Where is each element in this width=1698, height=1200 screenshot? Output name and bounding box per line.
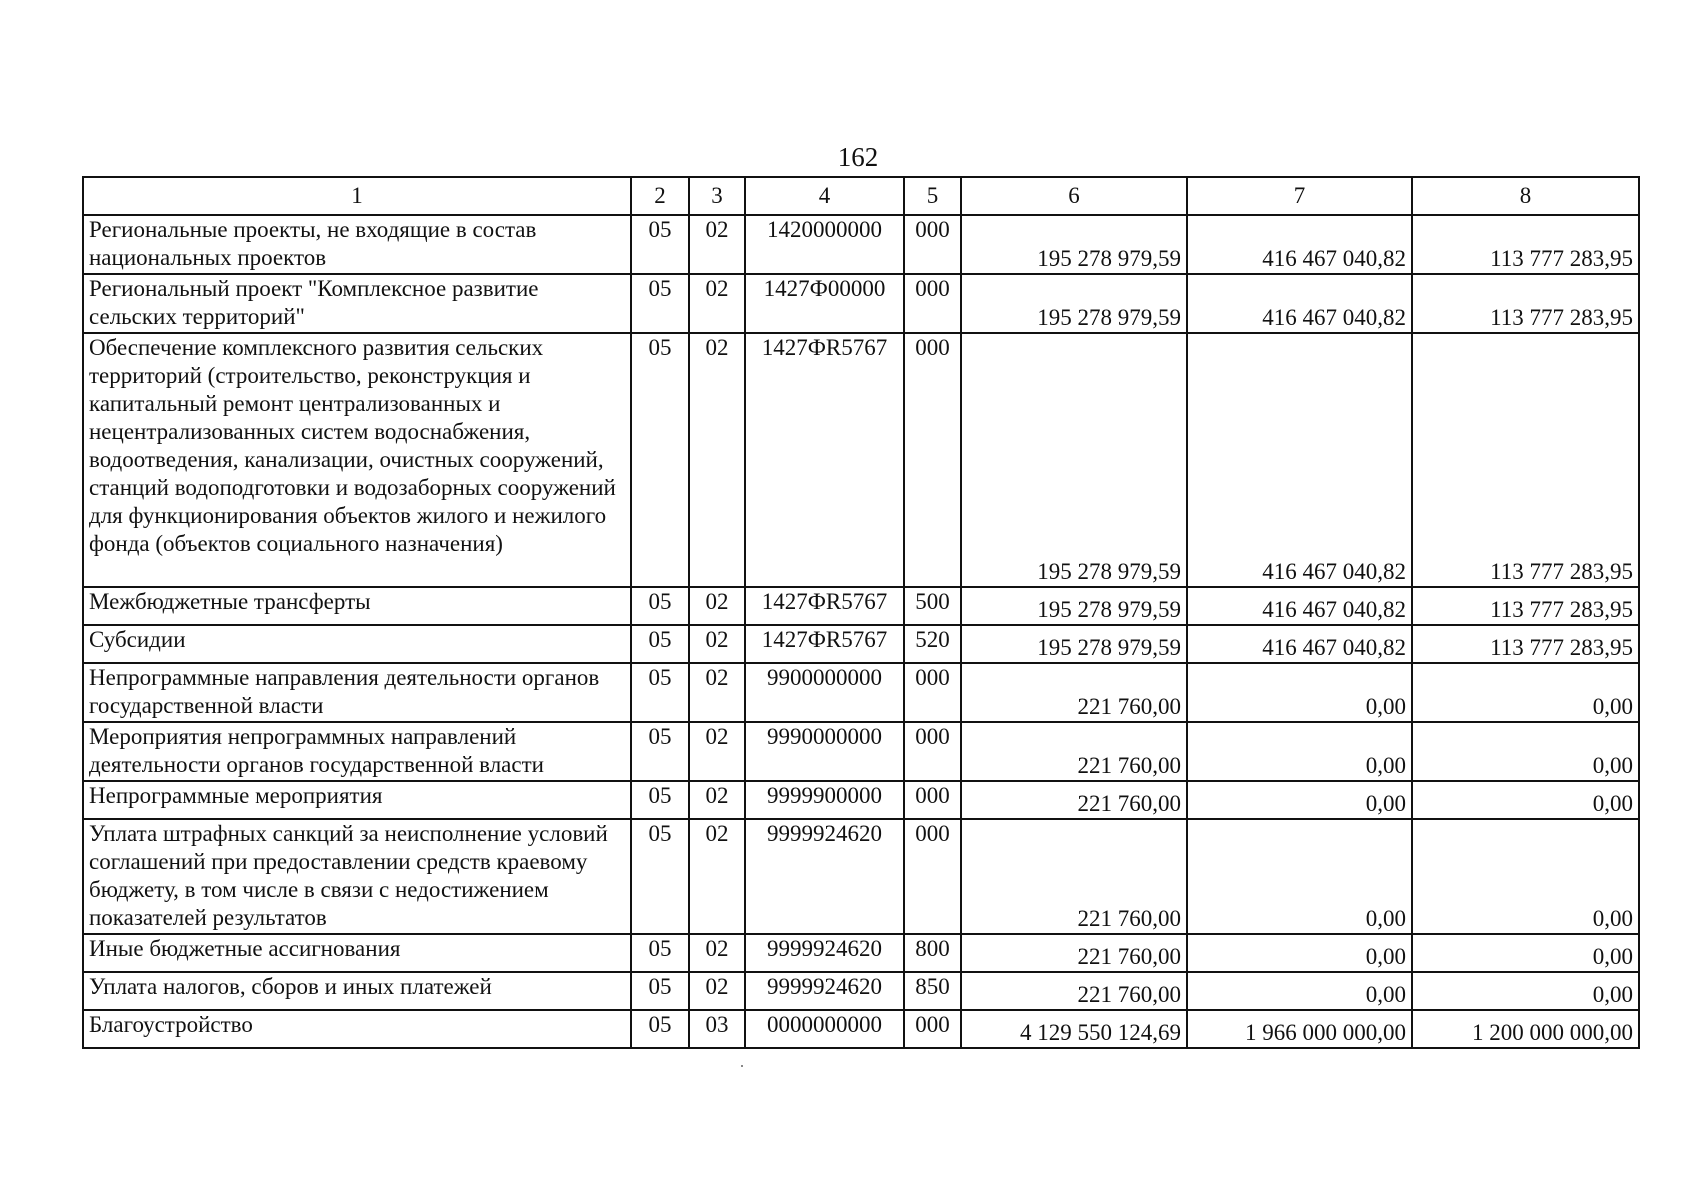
table-row: [83, 333, 1639, 587]
row-amount-6: 221 760,00: [961, 972, 1187, 1010]
table-row: [83, 972, 1639, 1010]
row-amount-6: 195 278 979,59: [961, 587, 1187, 625]
row-target-code: 9999924620: [745, 934, 904, 972]
header-col-4: 4: [745, 177, 904, 215]
budget-table: [82, 176, 1640, 1049]
row-expense-type: 000: [904, 333, 961, 587]
row-amount-8: 0,00: [1412, 972, 1639, 1010]
row-name: Иные бюджетные ассигнования: [83, 934, 631, 972]
row-subsection: 02: [689, 333, 745, 587]
row-amount-6: 4 129 550 124,69: [961, 1010, 1187, 1048]
header-col-6: 6: [961, 177, 1187, 215]
row-expense-type: 000: [904, 722, 961, 781]
row-expense-type: 000: [904, 1010, 961, 1048]
row-amount-6: 195 278 979,59: [961, 215, 1187, 274]
header-col-3: 3: [689, 177, 745, 215]
row-subsection: 02: [689, 819, 745, 934]
row-section: 05: [631, 663, 689, 722]
row-name: Региональный проект "Комплексное развитие сельских территорий": [83, 274, 631, 333]
row-target-code: 9999924620: [745, 819, 904, 934]
row-name: Уплата штрафных санкций за неисполнение условий соглашений при предоставлении средств краевому бюджету, в том числе в связи с недостижением показателей результатов: [83, 819, 631, 934]
row-amount-6: 195 278 979,59: [961, 625, 1187, 663]
row-amount-8: 113 777 283,95: [1412, 625, 1639, 663]
row-section: 05: [631, 333, 689, 587]
row-target-code: 1427ФR5767: [745, 333, 904, 587]
row-subsection: 02: [689, 587, 745, 625]
row-expense-type: 800: [904, 934, 961, 972]
row-amount-7: 1 966 000 000,00: [1187, 1010, 1412, 1048]
row-expense-type: 000: [904, 819, 961, 934]
row-name: Обеспечение комплексного развития сельских территорий (строительство, реконструкция и капитальный ремонт централизованных и нецентрализованных систем водоснабжения, водоотведения, канализации, очистных сооружений, станций водоподготовки и водозаборных сооружений для функционирования объектов жилого и нежилого фонда (объектов социального назначения): [83, 333, 631, 587]
row-name: Субсидии: [83, 625, 631, 663]
row-amount-7: 0,00: [1187, 972, 1412, 1010]
table-row: [83, 215, 1639, 274]
row-name: Непрограммные направления деятельности органов государственной власти: [83, 663, 631, 722]
row-amount-7: 416 467 040,82: [1187, 274, 1412, 333]
row-section: 05: [631, 625, 689, 663]
row-subsection: 02: [689, 663, 745, 722]
row-amount-8: 113 777 283,95: [1412, 333, 1639, 587]
row-amount-8: 0,00: [1412, 781, 1639, 819]
table-row: [83, 663, 1639, 722]
row-subsection: 02: [689, 274, 745, 333]
table-row: [83, 722, 1639, 781]
row-amount-8: 0,00: [1412, 934, 1639, 972]
row-target-code: 1427ФR5767: [745, 587, 904, 625]
row-section: 05: [631, 934, 689, 972]
header-col-8: 8: [1412, 177, 1639, 215]
row-amount-6: 221 760,00: [961, 663, 1187, 722]
row-amount-7: 0,00: [1187, 934, 1412, 972]
table-row: [83, 819, 1639, 934]
row-name: Мероприятия непрограммных направлений деятельности органов государственной власти: [83, 722, 631, 781]
table-row: [83, 587, 1639, 625]
row-target-code: 9900000000: [745, 663, 904, 722]
table-row: [83, 1010, 1639, 1048]
row-target-code: 9999900000: [745, 781, 904, 819]
row-name: Благоустройство: [83, 1010, 631, 1048]
row-expense-type: 000: [904, 663, 961, 722]
row-name: Региональные проекты, не входящие в состав национальных проектов: [83, 215, 631, 274]
row-subsection: 03: [689, 1010, 745, 1048]
header-col-5: 5: [904, 177, 961, 215]
row-amount-8: 0,00: [1412, 663, 1639, 722]
row-expense-type: 850: [904, 972, 961, 1010]
row-name: Непрограммные мероприятия: [83, 781, 631, 819]
header-col-7: 7: [1187, 177, 1412, 215]
row-target-code: 1427ФR5767: [745, 625, 904, 663]
table-row: [83, 781, 1639, 819]
row-expense-type: 000: [904, 215, 961, 274]
row-amount-7: 0,00: [1187, 663, 1412, 722]
row-target-code: 1420000000: [745, 215, 904, 274]
row-section: 05: [631, 819, 689, 934]
row-amount-8: 0,00: [1412, 722, 1639, 781]
row-amount-7: 416 467 040,82: [1187, 215, 1412, 274]
row-amount-6: 221 760,00: [961, 819, 1187, 934]
row-amount-8: 0,00: [1412, 819, 1639, 934]
row-name: Уплата налогов, сборов и иных платежей: [83, 972, 631, 1010]
row-expense-type: 500: [904, 587, 961, 625]
row-section: 05: [631, 722, 689, 781]
row-amount-6: 195 278 979,59: [961, 274, 1187, 333]
row-amount-6: 221 760,00: [961, 781, 1187, 819]
row-section: 05: [631, 1010, 689, 1048]
row-subsection: 02: [689, 625, 745, 663]
row-amount-8: 113 777 283,95: [1412, 215, 1639, 274]
row-section: 05: [631, 274, 689, 333]
header-col-2: 2: [631, 177, 689, 215]
table-row: [83, 625, 1639, 663]
row-subsection: 02: [689, 781, 745, 819]
row-target-code: 9990000000: [745, 722, 904, 781]
row-subsection: 02: [689, 972, 745, 1010]
row-amount-8: 113 777 283,95: [1412, 274, 1639, 333]
row-amount-7: 0,00: [1187, 819, 1412, 934]
row-subsection: 02: [689, 934, 745, 972]
row-name: Межбюджетные трансферты: [83, 587, 631, 625]
row-amount-8: 113 777 283,95: [1412, 587, 1639, 625]
scan-speck: [741, 1065, 743, 1067]
row-amount-6: 195 278 979,59: [961, 333, 1187, 587]
row-amount-7: 416 467 040,82: [1187, 587, 1412, 625]
row-amount-7: 0,00: [1187, 722, 1412, 781]
table-row: [83, 274, 1639, 333]
row-amount-7: 0,00: [1187, 781, 1412, 819]
row-section: 05: [631, 587, 689, 625]
header-col-1: 1: [83, 177, 631, 215]
row-expense-type: 000: [904, 781, 961, 819]
row-target-code: 9999924620: [745, 972, 904, 1010]
row-subsection: 02: [689, 215, 745, 274]
row-expense-type: 000: [904, 274, 961, 333]
page-number: 162: [837, 142, 879, 172]
table-row: [83, 934, 1639, 972]
row-section: 05: [631, 972, 689, 1010]
row-amount-6: 221 760,00: [961, 722, 1187, 781]
row-amount-8: 1 200 000 000,00: [1412, 1010, 1639, 1048]
row-amount-7: 416 467 040,82: [1187, 625, 1412, 663]
row-section: 05: [631, 215, 689, 274]
row-target-code: 1427Ф00000: [745, 274, 904, 333]
row-expense-type: 520: [904, 625, 961, 663]
row-amount-7: 416 467 040,82: [1187, 333, 1412, 587]
row-section: 05: [631, 781, 689, 819]
row-amount-6: 221 760,00: [961, 934, 1187, 972]
header-row: [83, 177, 1639, 215]
row-subsection: 02: [689, 722, 745, 781]
row-target-code: 0000000000: [745, 1010, 904, 1048]
